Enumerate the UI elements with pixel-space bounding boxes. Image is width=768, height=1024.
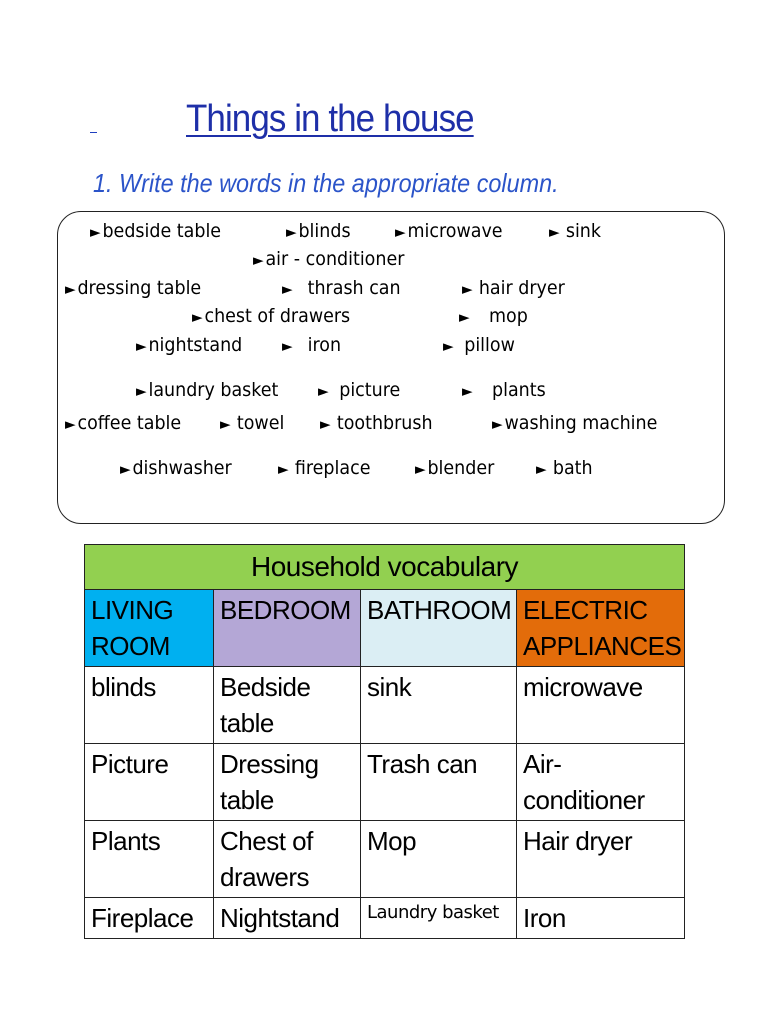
word-bank-item: ►washing machine <box>492 412 658 434</box>
column-header-bathroom: BATHROOM <box>361 590 517 667</box>
arrow-icon: ► <box>462 382 491 400</box>
arrow-icon: ► <box>253 251 264 269</box>
word-bank-item: ► bath <box>536 457 593 479</box>
table-cell: Nightstand <box>214 898 361 939</box>
exercise-instruction: 1. Write the words in the appropriate column. <box>93 168 559 198</box>
table-cell: Picture <box>85 744 214 821</box>
word-bank-item: ► hair dryer <box>462 277 565 299</box>
arrow-icon: ► <box>415 460 426 478</box>
table-cell: Bedside table <box>214 667 361 744</box>
table-cell: Dressing table <box>214 744 361 821</box>
table-header-row <box>85 590 685 667</box>
arrow-icon: ► <box>320 415 336 433</box>
arrow-icon: ► <box>286 223 297 241</box>
arrow-icon: ► <box>220 415 236 433</box>
arrow-icon: ► <box>278 460 294 478</box>
arrow-icon: ► <box>136 382 147 400</box>
table-cell: Hair dryer <box>517 821 685 898</box>
word-bank-item: ►blinds <box>286 220 351 242</box>
word-bank-item: ► toothbrush <box>320 412 433 434</box>
table-cell: Mop <box>361 821 517 898</box>
table-cell: microwave <box>517 667 685 744</box>
page-title: Things in the house <box>186 98 474 140</box>
column-header-electric-appliances: ELECTRIC APPLIANCES <box>517 590 685 667</box>
word-bank-item: ►bedside table <box>90 220 222 242</box>
word-bank-item: ► towel <box>220 412 285 434</box>
word-bank-item: ► pillow <box>443 334 515 356</box>
title-dash <box>90 132 97 133</box>
word-bank-item: ►air - conditioner <box>253 248 405 270</box>
vocabulary-table <box>84 544 685 939</box>
word-bank-item: ► fireplace <box>278 457 371 479</box>
arrow-icon: ► <box>90 223 101 241</box>
table-row <box>85 821 685 898</box>
word-bank-item: ►dishwasher <box>120 457 232 479</box>
table-cell: Air-conditioner <box>517 744 685 821</box>
word-bank-item: ►nightstand <box>136 334 243 356</box>
word-bank-item: ► picture <box>318 379 401 401</box>
arrow-icon: ► <box>120 460 131 478</box>
arrow-icon: ► <box>536 460 552 478</box>
arrow-icon: ► <box>549 223 565 241</box>
word-bank-item: ►blender <box>415 457 495 479</box>
table-row <box>85 898 685 939</box>
arrow-icon: ► <box>462 280 478 298</box>
arrow-icon: ► <box>282 280 306 298</box>
arrow-icon: ► <box>492 415 503 433</box>
table-cell: Iron <box>517 898 685 939</box>
table-cell: Fireplace <box>85 898 214 939</box>
table-cell: Trash can <box>361 744 517 821</box>
arrow-icon: ► <box>65 415 76 433</box>
table-row <box>85 744 685 821</box>
word-bank-item: ►coffee table <box>65 412 182 434</box>
arrow-icon: ► <box>318 382 338 400</box>
word-bank-item: ► iron <box>282 334 342 356</box>
column-header-bedroom: BEDROOM <box>214 590 361 667</box>
table-cell: Laundry basket <box>361 898 517 939</box>
word-bank-item: ► mop <box>459 305 528 327</box>
arrow-icon: ► <box>443 337 463 355</box>
word-bank-item: ► sink <box>549 220 602 242</box>
table-cell: sink <box>361 667 517 744</box>
word-bank-item: ► thrash can <box>282 277 401 299</box>
arrow-icon: ► <box>192 308 203 326</box>
word-bank-item: ►chest of drawers <box>192 305 351 327</box>
table-cell: blinds <box>85 667 214 744</box>
column-header-living-room: LIVING ROOM <box>85 590 214 667</box>
table-caption: Household vocabulary <box>85 545 685 590</box>
arrow-icon: ► <box>459 308 488 326</box>
word-bank-item: ► plants <box>462 379 546 401</box>
arrow-icon: ► <box>65 280 76 298</box>
word-bank-item: ►laundry basket <box>136 379 279 401</box>
word-bank-item: ►microwave <box>395 220 503 242</box>
arrow-icon: ► <box>282 337 306 355</box>
word-bank-item: ►dressing table <box>65 277 202 299</box>
table-cell: Plants <box>85 821 214 898</box>
arrow-icon: ► <box>395 223 406 241</box>
table-cell: Chest of drawers <box>214 821 361 898</box>
arrow-icon: ► <box>136 337 147 355</box>
table-row <box>85 667 685 744</box>
